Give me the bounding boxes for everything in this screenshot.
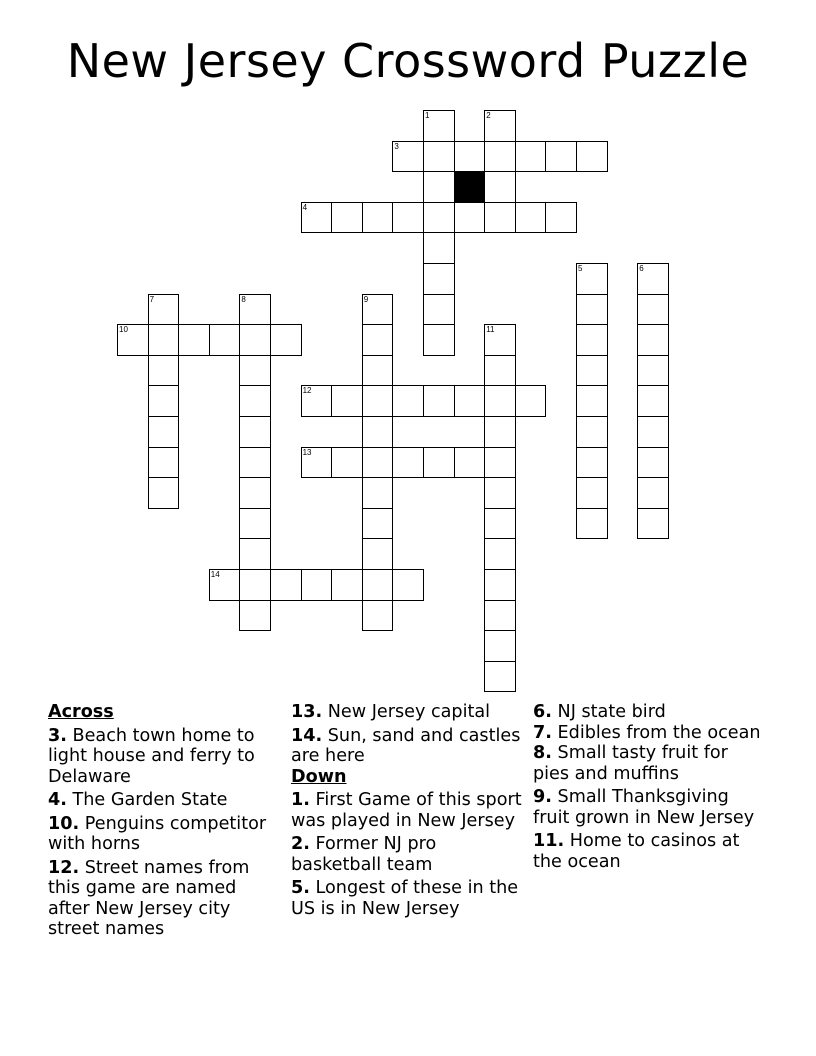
clue-number: 5. bbox=[291, 878, 310, 898]
cell-number: 6 bbox=[639, 264, 644, 273]
grid-cell[interactable] bbox=[637, 477, 669, 509]
grid-cell[interactable] bbox=[239, 355, 271, 387]
grid-cell[interactable] bbox=[239, 600, 271, 632]
grid-cell[interactable] bbox=[576, 385, 608, 417]
grid-cell[interactable] bbox=[362, 600, 394, 632]
grid-cell[interactable] bbox=[484, 141, 516, 173]
grid-cell[interactable] bbox=[576, 294, 608, 326]
clue-number: 10. bbox=[48, 813, 80, 834]
grid-cell[interactable] bbox=[423, 141, 455, 173]
grid-cell[interactable] bbox=[362, 538, 394, 570]
clue-across-3 bbox=[48, 726, 278, 788]
clue-text: Sun, sand and castles are here bbox=[291, 725, 521, 766]
clue-number: 6. bbox=[533, 702, 552, 722]
clue-number: 1. bbox=[291, 790, 310, 810]
clues-column-3 bbox=[533, 702, 763, 875]
grid-cell[interactable] bbox=[117, 324, 149, 356]
grid-cell[interactable] bbox=[423, 447, 455, 479]
grid-cell[interactable] bbox=[301, 385, 333, 417]
page-title: New Jersey Crossword Puzzle bbox=[66, 34, 750, 88]
clue-number: 9. bbox=[533, 787, 552, 807]
grid-cell[interactable] bbox=[178, 324, 210, 356]
grid-cell[interactable] bbox=[637, 324, 669, 356]
grid-cell[interactable] bbox=[515, 141, 547, 173]
grid-cell[interactable] bbox=[423, 171, 455, 203]
grid-cell[interactable] bbox=[484, 324, 516, 356]
grid-cell[interactable] bbox=[362, 477, 394, 509]
clue-text: Beach town home to light house and ferry to Delaware bbox=[48, 725, 255, 787]
cell-number: 12 bbox=[302, 386, 312, 396]
clue-number: 8. bbox=[533, 743, 552, 763]
cell-number: 10 bbox=[119, 325, 128, 335]
clue-text: Small tasty fruit for pies and muffins bbox=[533, 743, 728, 784]
clue-across-10 bbox=[48, 814, 278, 855]
grid-cell[interactable] bbox=[484, 508, 516, 540]
clue-across-4 bbox=[48, 790, 278, 811]
across-heading: Across bbox=[48, 702, 114, 722]
clue-down-9 bbox=[533, 787, 763, 828]
grid-cell[interactable] bbox=[362, 447, 394, 479]
grid-cell[interactable] bbox=[209, 569, 241, 601]
grid-cell[interactable] bbox=[148, 355, 180, 387]
grid-cell[interactable] bbox=[484, 171, 516, 203]
grid-cell[interactable] bbox=[270, 569, 302, 601]
cell-number: 1 bbox=[425, 111, 430, 120]
cell-number: 5 bbox=[578, 264, 583, 273]
grid-cell[interactable] bbox=[301, 202, 333, 234]
grid-cell[interactable] bbox=[392, 569, 424, 601]
cell-number: 9 bbox=[363, 294, 369, 304]
grid-cell[interactable] bbox=[484, 202, 516, 234]
grid-cell[interactable] bbox=[454, 385, 486, 417]
clue-number: 4. bbox=[48, 790, 67, 810]
grid-cell[interactable] bbox=[423, 324, 455, 356]
cell-number: 8 bbox=[241, 294, 246, 304]
grid-cell[interactable] bbox=[423, 263, 455, 295]
clue-number: 11. bbox=[533, 831, 565, 851]
clue-across-14 bbox=[291, 726, 526, 767]
grid-cell[interactable] bbox=[515, 385, 547, 417]
grid-cell[interactable] bbox=[331, 202, 363, 234]
grid-cell[interactable] bbox=[148, 324, 180, 356]
cell-number: 7 bbox=[149, 294, 155, 304]
grid-cell[interactable] bbox=[239, 508, 271, 540]
grid-cell[interactable] bbox=[148, 416, 180, 448]
grid-cell[interactable] bbox=[331, 385, 363, 417]
grid-cell[interactable] bbox=[637, 416, 669, 448]
grid-cell[interactable] bbox=[637, 508, 669, 540]
cell-number: 13 bbox=[302, 447, 312, 457]
grid-cell[interactable] bbox=[423, 202, 455, 234]
black-cell bbox=[454, 171, 486, 203]
clue-text: Penguins competitor with horns bbox=[48, 813, 267, 854]
grid-cell[interactable] bbox=[209, 324, 241, 356]
clue-number: 7. bbox=[533, 722, 552, 743]
grid-cell[interactable] bbox=[637, 355, 669, 387]
clue-down-2 bbox=[291, 834, 526, 875]
grid-cell[interactable] bbox=[392, 141, 424, 173]
clue-text: Former NJ pro basketball team bbox=[291, 834, 437, 875]
grid-cell[interactable] bbox=[239, 538, 271, 570]
clue-down-1 bbox=[291, 790, 526, 831]
grid-cell[interactable] bbox=[576, 324, 608, 356]
grid-cell[interactable] bbox=[239, 447, 271, 479]
clue-down-6 bbox=[533, 702, 763, 723]
grid-cell[interactable] bbox=[239, 385, 271, 417]
cell-number: 14 bbox=[210, 570, 220, 579]
grid-cell[interactable] bbox=[454, 202, 486, 234]
grid-cell[interactable] bbox=[148, 294, 180, 326]
clue-down-11 bbox=[533, 831, 763, 872]
grid-cell[interactable] bbox=[331, 569, 363, 601]
cell-number: 11 bbox=[486, 325, 495, 335]
clue-down-5 bbox=[291, 878, 526, 919]
clue-text: First Game of this sport was played in New Jersey bbox=[291, 790, 522, 831]
grid-cell[interactable] bbox=[148, 447, 180, 479]
grid-cell[interactable] bbox=[148, 385, 180, 417]
grid-cell[interactable] bbox=[239, 324, 271, 356]
grid-cell[interactable] bbox=[576, 447, 608, 479]
clue-text: New Jersey capital bbox=[327, 702, 491, 722]
grid-cell[interactable] bbox=[637, 447, 669, 479]
grid-cell[interactable] bbox=[362, 569, 394, 601]
clue-down-8 bbox=[533, 743, 763, 784]
clue-across-12 bbox=[48, 858, 278, 940]
grid-cell[interactable] bbox=[423, 385, 455, 417]
grid-cell[interactable] bbox=[362, 324, 394, 356]
clue-number: 14. bbox=[291, 725, 323, 746]
cell-number: 4 bbox=[302, 202, 308, 212]
clue-across-13 bbox=[291, 702, 526, 723]
grid-cell[interactable] bbox=[576, 508, 608, 540]
grid-cell[interactable] bbox=[484, 600, 516, 632]
grid-cell[interactable] bbox=[545, 141, 577, 173]
clue-number: 3. bbox=[48, 725, 67, 746]
grid-cell[interactable] bbox=[515, 202, 547, 234]
grid-cell[interactable] bbox=[484, 447, 516, 479]
grid-cell[interactable] bbox=[454, 141, 486, 173]
grid-cell[interactable] bbox=[423, 294, 455, 326]
clues-column-1 bbox=[48, 702, 278, 943]
grid-cell[interactable] bbox=[576, 416, 608, 448]
grid-cell[interactable] bbox=[239, 477, 271, 509]
grid-cell[interactable] bbox=[148, 477, 180, 509]
grid-cell[interactable] bbox=[484, 569, 516, 601]
grid-cell[interactable] bbox=[484, 355, 516, 387]
cell-number: 3 bbox=[394, 141, 399, 151]
clue-number: 13. bbox=[291, 702, 323, 722]
grid-cell[interactable] bbox=[484, 477, 516, 509]
grid-cell[interactable] bbox=[362, 416, 394, 448]
grid-cell[interactable] bbox=[362, 508, 394, 540]
grid-cell[interactable] bbox=[576, 141, 608, 173]
grid-cell[interactable] bbox=[454, 447, 486, 479]
clue-text: Small Thanksgiving fruit grown in New Jersey bbox=[533, 787, 755, 828]
down-heading: Down bbox=[291, 766, 347, 787]
grid-cell[interactable] bbox=[484, 661, 516, 693]
clue-text: Street names from this game are named after New Jersey city street names bbox=[48, 857, 250, 939]
clue-down-7 bbox=[533, 723, 763, 744]
grid-cell[interactable] bbox=[637, 263, 669, 295]
grid-cell[interactable] bbox=[392, 447, 424, 479]
cell-number: 2 bbox=[486, 111, 491, 120]
grid-cell[interactable] bbox=[362, 202, 394, 234]
grid-cell[interactable] bbox=[392, 202, 424, 234]
clue-text: Longest of these in the US is in New Jersey bbox=[291, 878, 519, 919]
clue-text: NJ state bird bbox=[557, 702, 666, 722]
grid-cell[interactable] bbox=[239, 569, 271, 601]
grid-cell[interactable] bbox=[576, 355, 608, 387]
clue-number: 12. bbox=[48, 857, 80, 878]
grid-cell[interactable] bbox=[484, 110, 516, 142]
grid-cell[interactable] bbox=[545, 202, 577, 234]
grid-cell[interactable] bbox=[423, 232, 455, 264]
grid-cell[interactable] bbox=[392, 385, 424, 417]
clue-text: The Garden State bbox=[72, 790, 228, 810]
grid-cell[interactable] bbox=[362, 294, 394, 326]
grid-cell[interactable] bbox=[239, 294, 271, 326]
grid-cell[interactable] bbox=[362, 385, 394, 417]
clue-text: Home to casinos at the ocean bbox=[533, 831, 740, 872]
grid-cell[interactable] bbox=[239, 416, 271, 448]
grid-cell[interactable] bbox=[484, 538, 516, 570]
grid-cell[interactable] bbox=[484, 416, 516, 448]
clues-column-2 bbox=[291, 702, 526, 922]
clue-number: 2. bbox=[291, 834, 310, 854]
grid-cell[interactable] bbox=[362, 355, 394, 387]
grid-cell[interactable] bbox=[484, 630, 516, 662]
grid-cell[interactable] bbox=[301, 569, 333, 601]
grid-cell[interactable] bbox=[637, 294, 669, 326]
grid-cell[interactable] bbox=[637, 385, 669, 417]
grid-cell[interactable] bbox=[576, 263, 608, 295]
grid-cell[interactable] bbox=[423, 110, 455, 142]
grid-cell[interactable] bbox=[270, 324, 302, 356]
grid-cell[interactable] bbox=[576, 477, 608, 509]
grid-cell[interactable] bbox=[331, 447, 363, 479]
clue-text: Edibles from the ocean bbox=[557, 722, 761, 743]
grid-cell[interactable] bbox=[301, 447, 333, 479]
grid-cell[interactable] bbox=[484, 385, 516, 417]
